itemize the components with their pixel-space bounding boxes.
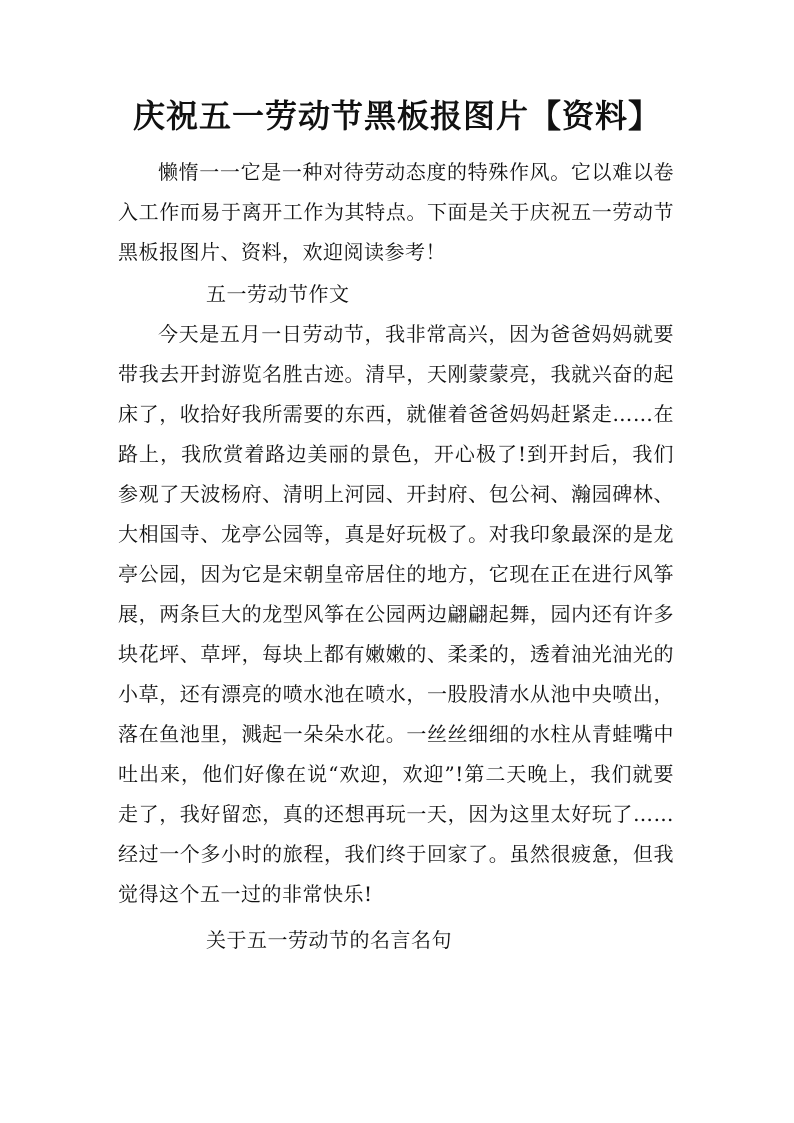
section-heading-quotes: 关于五一劳动节的名言名句 (206, 928, 452, 952)
section-heading-essay: 五一劳动节作文 (206, 282, 350, 306)
intro-paragraph: 懒惰一一它是一种对待劳动态度的特殊作风。它以难以卷入工作而易于离开工作为其特点。下面是关于庆祝五一劳动节黑板报图片、资料，欢迎阅读参考！ (118, 160, 674, 264)
essay-paragraph: 今天是五月一日劳动节，我非常高兴，因为爸爸妈妈就要带我去开封游览名胜古迹。清早，天刚蒙蒙亮，我就兴奋的起床了，收拾好我所需要的东西，就催着爸爸妈妈赶紧走……在路上，我欣赏着路边美丽的景色，开心极了!到开封后，我们参观了天波杨府、清明上河园、开封府、包公祠、瀚园碑林、大相国寺、龙亭公园等，真是好玩极了。对我印象最深的是龙亭公园，因为它是宋朝皇帝居住的地方，它现在正在进行风筝展，两条巨大的龙型风筝在公园两边翩翩起舞，园内还有许多块花坪、草坪，每块上都有嫩嫩的、柔柔的，透着油光油光的小草，还有漂亮的喷水池在喷水，一股股清水从池中央喷出，落在鱼池里，溅起一朵朵水花。一丝丝细细的水柱从青蛙嘴中吐出来，他们好像在说“欢迎，欢迎”!第二天晚上，我们就要走了，我好留恋，真的还想再玩一天，因为这里太好玩了……经过一个多小时的旅程，我们终于回家了。虽然很疲惫，但我觉得这个五一过的非常快乐! (118, 322, 674, 906)
page-title: 庆祝五一劳动节黑板报图片【资料】 (132, 97, 661, 135)
document-body (118, 152, 674, 960)
